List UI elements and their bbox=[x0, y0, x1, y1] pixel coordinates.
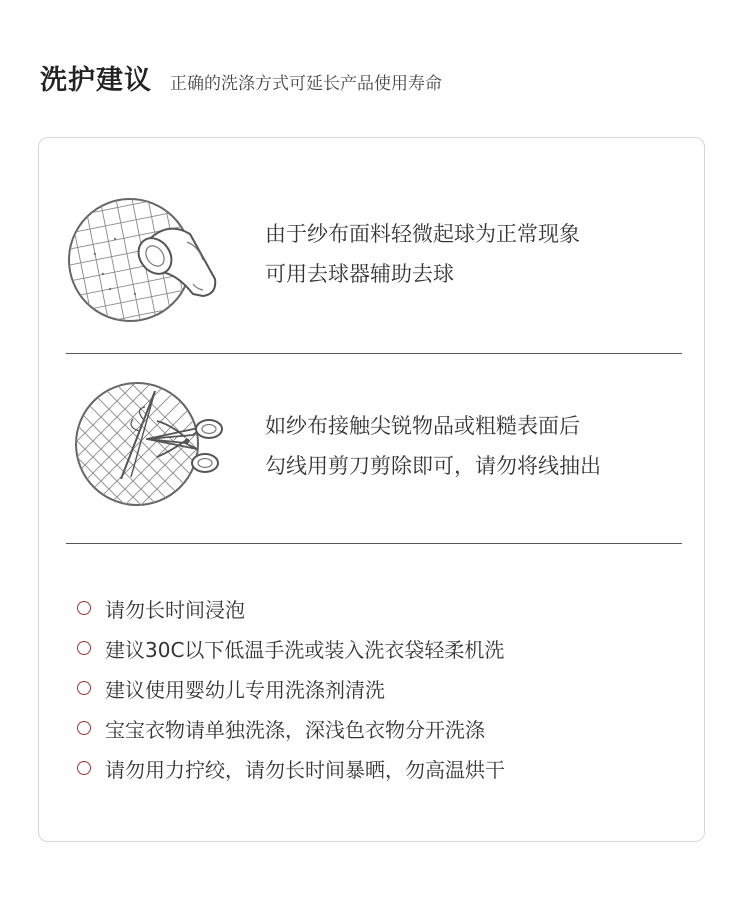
list-item bbox=[77, 628, 505, 668]
list-item bbox=[77, 748, 505, 788]
tip-line: 勾线用剪刀剪除即可，请勿将线抽出 bbox=[265, 454, 601, 478]
tip-text bbox=[265, 214, 580, 294]
care-text: 建议使用婴幼儿专用洗涤剂清洗 bbox=[105, 677, 385, 702]
circle-bullet-icon bbox=[77, 601, 91, 615]
circle-bullet-icon bbox=[77, 721, 91, 735]
tip-line: 可用去球器辅助去球 bbox=[265, 262, 454, 286]
care-text: 请勿长时间浸泡 bbox=[105, 597, 245, 622]
care-instructions-list bbox=[77, 588, 505, 788]
list-item bbox=[77, 708, 505, 748]
tip-line: 如纱布接触尖锐物品或粗糙表面后 bbox=[265, 414, 580, 438]
tip-line: 由于纱布面料轻微起球为正常现象 bbox=[265, 222, 580, 246]
tip-text bbox=[265, 406, 601, 486]
section-subtitle: 正确的洗涤方式可延长产品使用寿命 bbox=[170, 74, 442, 94]
list-item bbox=[77, 668, 505, 708]
lint-remover-icon bbox=[65, 194, 225, 328]
scissors-icon bbox=[73, 379, 243, 509]
list-item bbox=[77, 588, 505, 628]
circle-bullet-icon bbox=[77, 761, 91, 775]
circle-bullet-icon bbox=[77, 641, 91, 655]
circle-bullet-icon bbox=[77, 681, 91, 695]
care-card bbox=[38, 137, 705, 842]
care-text: 宝宝衣物请单独洗涤，深浅色衣物分开洗涤 bbox=[105, 717, 485, 742]
section-title: 洗护建议 bbox=[40, 65, 152, 96]
divider bbox=[66, 543, 682, 544]
divider bbox=[66, 353, 682, 354]
section-header bbox=[40, 58, 442, 97]
care-text: 建议30C以下低温手洗或装入洗衣袋轻柔机洗 bbox=[105, 637, 505, 662]
care-text: 请勿用力拧绞，请勿长时间暴晒，勿高温烘干 bbox=[105, 757, 505, 782]
